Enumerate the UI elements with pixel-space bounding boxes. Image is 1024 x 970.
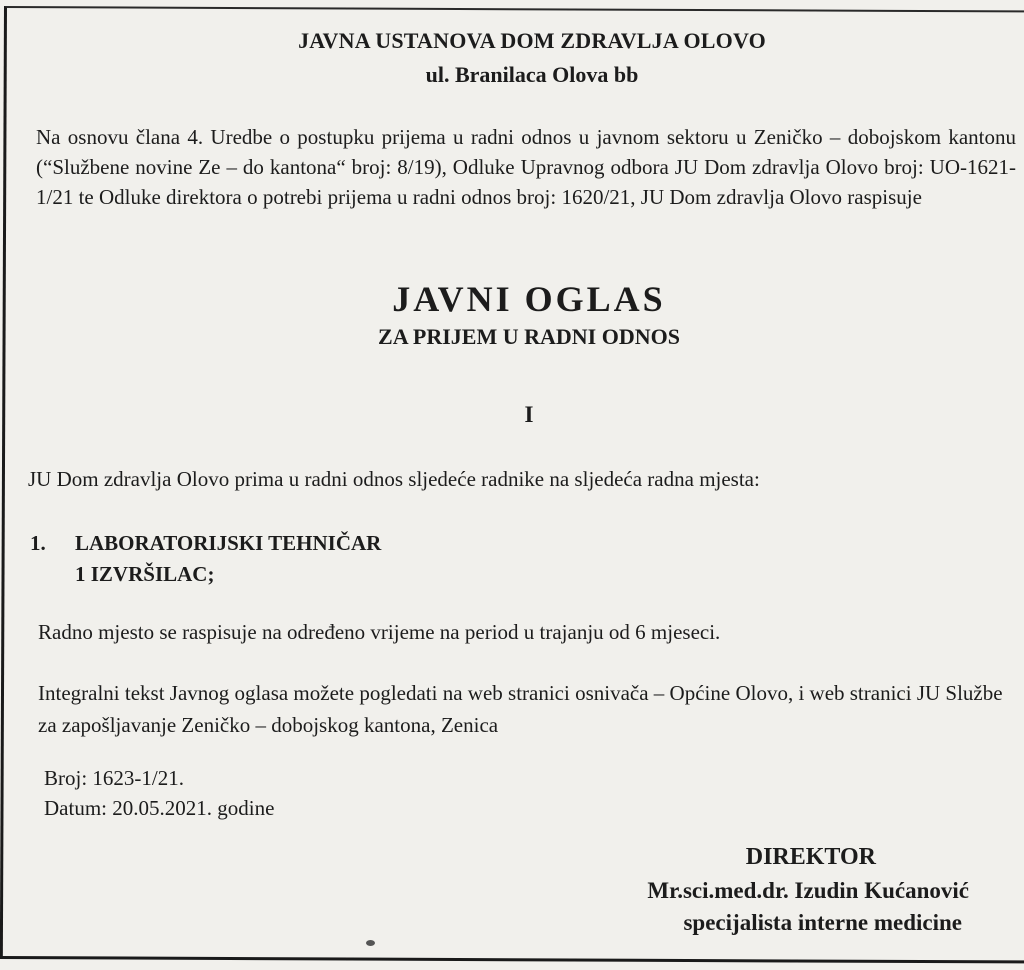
ink-speck [366,940,375,946]
job-positions-count: 1 IZVRŠILAC; [75,562,215,586]
signature-name: Mr.sci.med.dr. Izudin Kućanović [647,878,969,903]
job-title: LABORATORIJSKI TEHNIČAR [75,531,382,555]
notice-title: JAVNI OGLAS [392,279,666,319]
reference-number: Broj: 1623-1/21. [44,766,184,790]
section-number: I [524,402,534,427]
institution-address: ul. Branilaca Olova bb [425,62,639,87]
institution-name: JAVNA USTANOVA DOM ZDRAVLJA OLOVO [298,28,766,53]
notice-subtitle: ZA PRIJEM U RADNI ODNOS [378,324,680,349]
reference-date: Datum: 20.05.2021. godine [44,796,275,820]
signature-title: DIREKTOR [745,844,876,870]
signature-role: specijalista interne medicine [683,910,962,935]
intro-paragraph: Na osnovu člana 4. Uredbe o postupku prijema u radni odnos u javnom sektoru u Zeničko – dobojskom kantonu (“Službene novine Ze – do kantona“ broj: 8/19), Odluke Upravnog odbora JU Dom zdravlja Olovo broj: UO-1621-1/21 te Odluke direktora o potrebi prijema u radni odnos broj: 1620/21, JU Dom zdravlja Olovo raspisuje [36,125,1016,209]
period-paragraph: Radno mjesto se raspisuje na određeno vrijeme na period u trajanju od 6 mjeseci. [38,620,721,644]
job-number: 1. [30,531,46,555]
lead-sentence: JU Dom zdravlja Olovo prima u radni odnos sljedeće radnike na sljedeća radna mjesta: [28,467,760,491]
web-info-paragraph: Integralni tekst Javnog oglasa možete pogledati na web stranici osnivača – Općine Olovo, i web stranici JU Službe za zapošljavanje Zeničko – dobojskog kantona, Zenica [38,681,1003,737]
